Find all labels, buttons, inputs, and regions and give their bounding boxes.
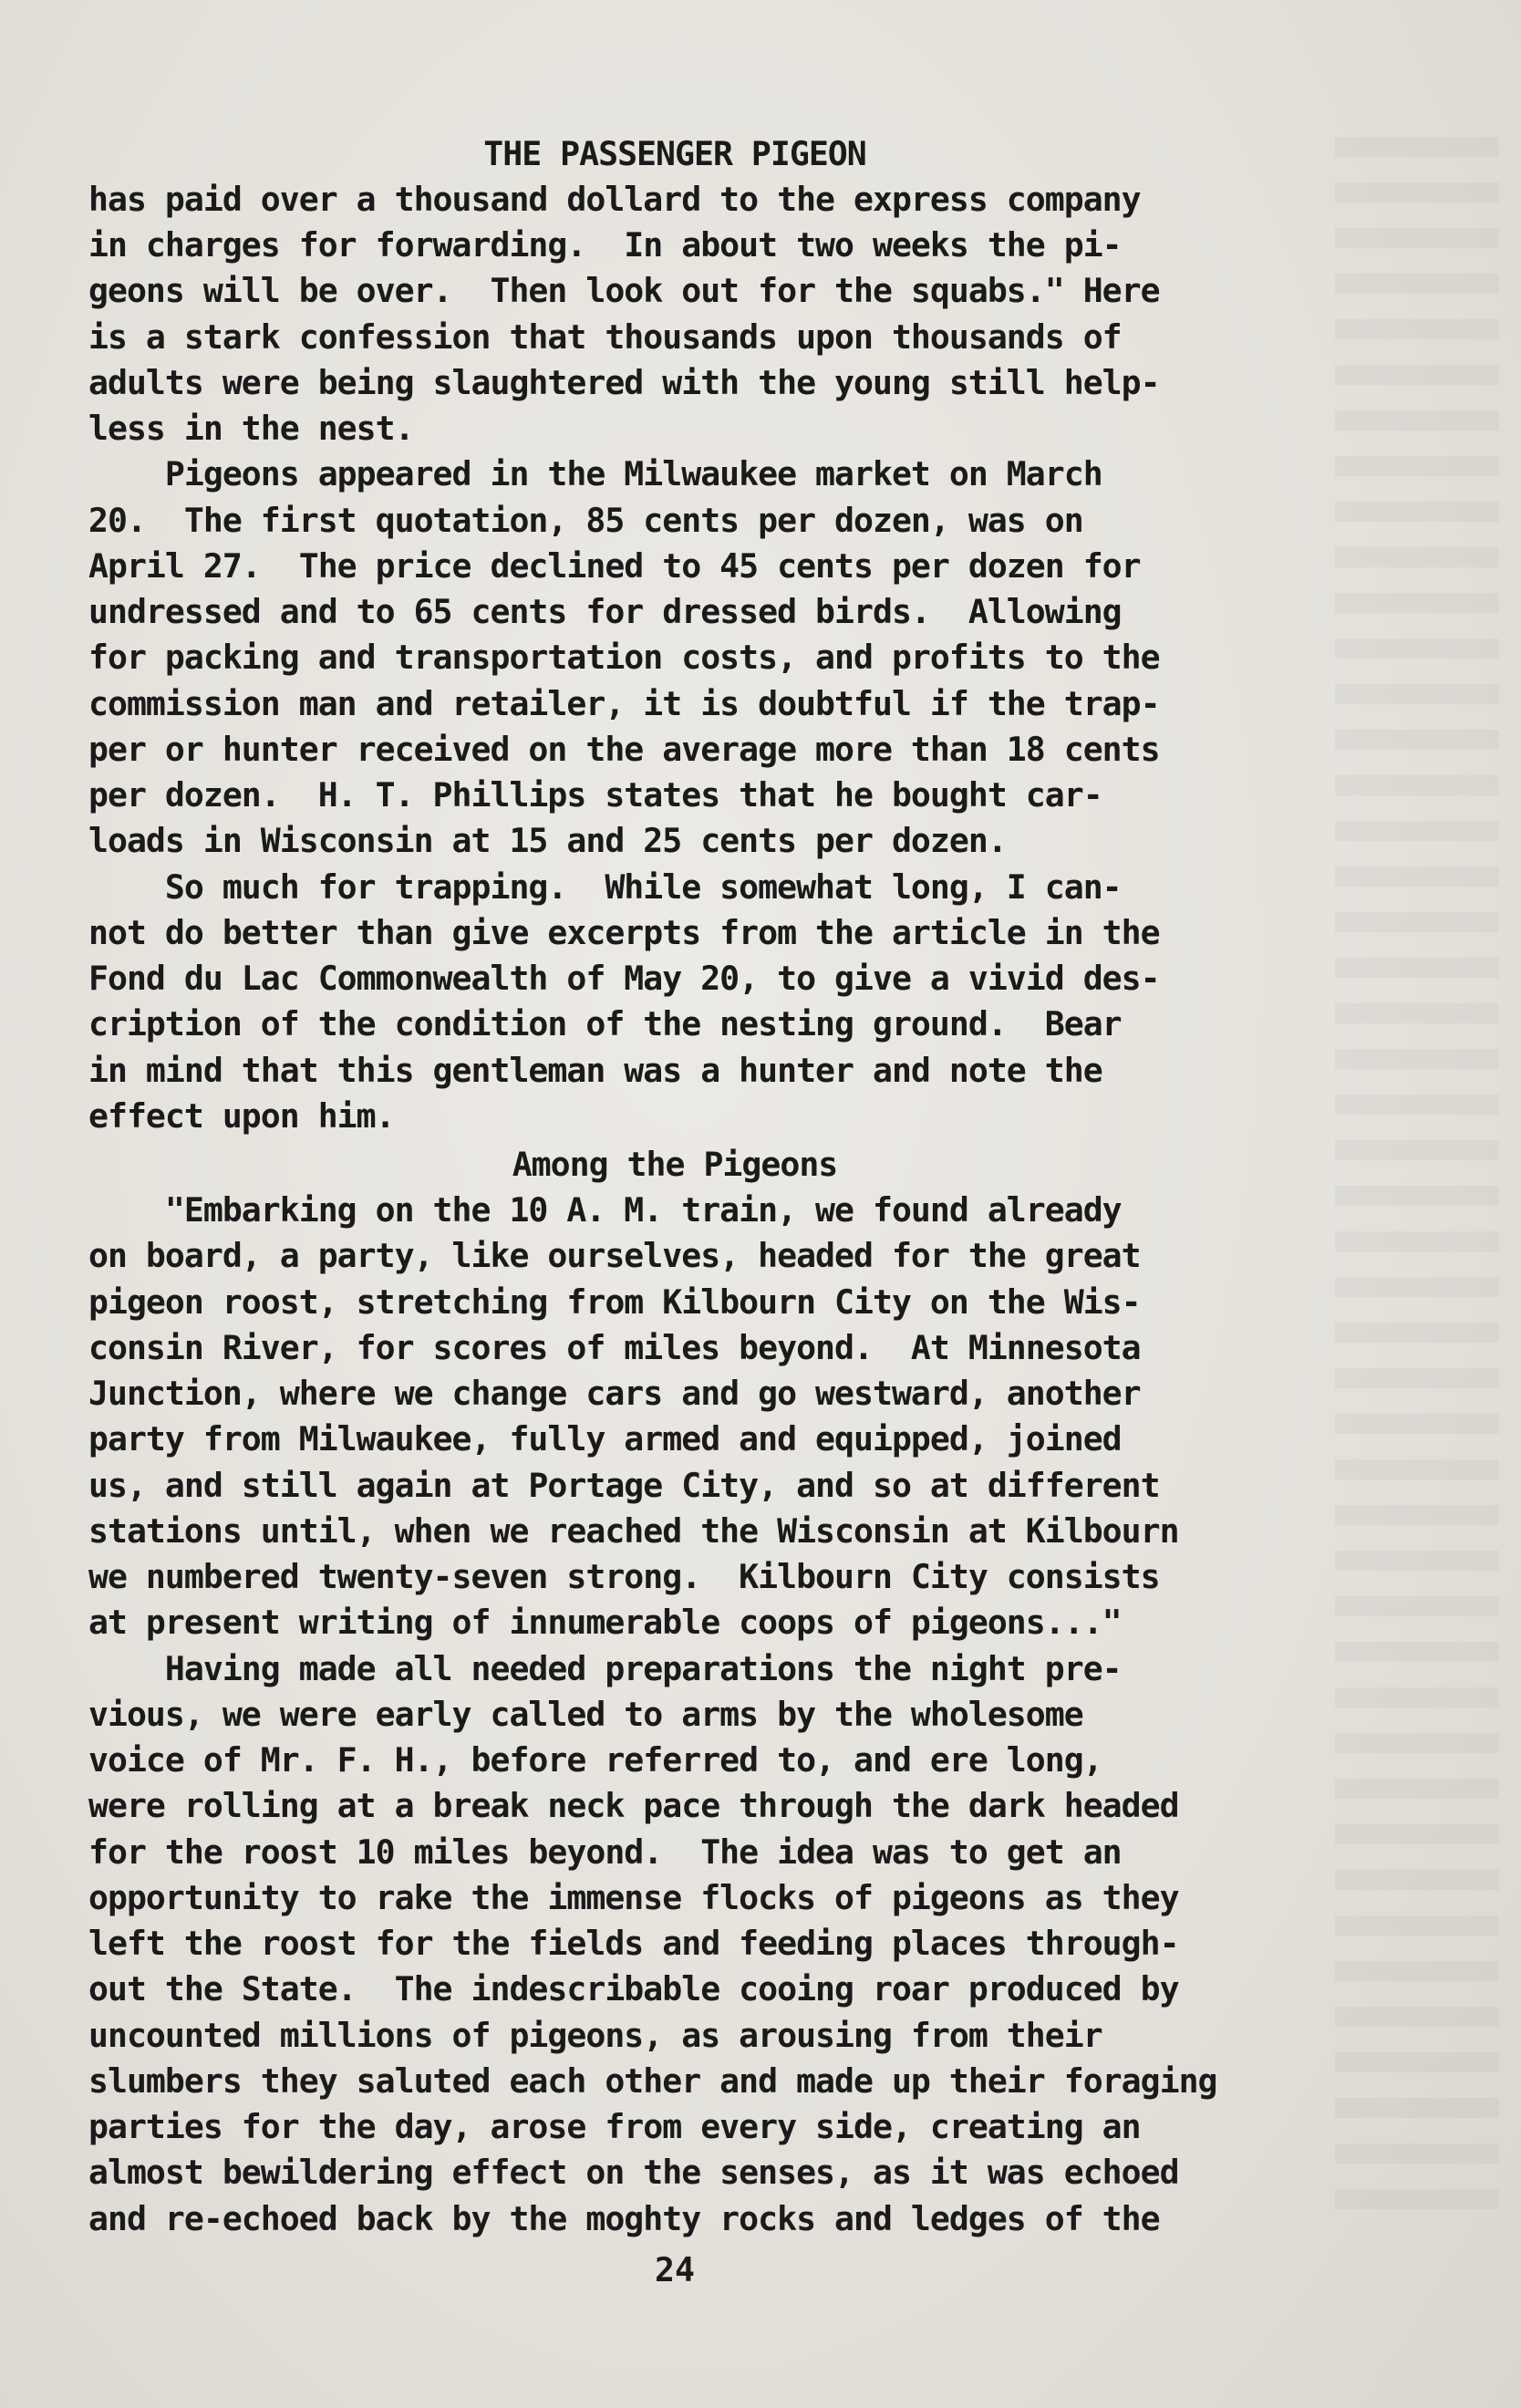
page-number: 24 [655, 2250, 695, 2289]
text-line: opportunity to rake the immense flocks of pigeons as they [88, 1878, 1179, 1917]
text-line: cription of the condition of the nesting ground. Bear [88, 1004, 1122, 1043]
text-line: stations until, when we reached the Wisconsin at Kilbourn [88, 1511, 1179, 1551]
bleed-through-texture [1335, 137, 1499, 2235]
text-line: per dozen. H. T. Phillips states that he bought car- [88, 775, 1102, 815]
text-line: "Embarking on the 10 A. M. train, we found already [88, 1190, 1122, 1230]
text-line: pigeon roost, stretching from Kilbourn City on the Wis- [88, 1282, 1141, 1322]
text-line: we numbered twenty-seven strong. Kilbourn City consists [88, 1557, 1160, 1596]
text-line: Fond du Lac Commonwealth of May 20, to give a vivid des- [88, 959, 1160, 998]
text-line: effect upon him. [88, 1096, 395, 1136]
running-title: THE PASSENGER PIGEON [483, 134, 866, 173]
text-line: April 27. The price declined to 45 cents per dozen for [88, 546, 1141, 586]
text-line: parties for the day, arose from every side, creating an [88, 2107, 1141, 2146]
section-heading: Among the Pigeons [512, 1145, 838, 1184]
text-line: on board, a party, like ourselves, headed for the great [88, 1236, 1141, 1275]
text-line: not do better than give excerpts from the article in the [88, 913, 1160, 952]
text-line: left the roost for the fields and feeding places through- [88, 1924, 1179, 1963]
text-line: party from Milwaukee, fully armed and equipped, joined [88, 1419, 1122, 1458]
text-line: in charges for forwarding. In about two weeks the pi- [88, 225, 1122, 265]
text-line: adults were being slaughtered with the young still help- [88, 363, 1160, 402]
text-line: almost bewildering effect on the senses, as it was echoed [88, 2153, 1179, 2192]
text-line: less in the nest. [88, 409, 414, 448]
text-line: for packing and transportation costs, and profits to the [88, 638, 1160, 677]
text-line: for the roost 10 miles beyond. The idea was to get an [88, 1832, 1122, 1872]
text-line: undressed and to 65 cents for dressed birds. Allowing [88, 592, 1122, 631]
text-line: Junction, where we change cars and go westward, another [88, 1374, 1141, 1413]
text-line: us, and still again at Portage City, and so at different [88, 1466, 1160, 1505]
text-line: vious, we were early called to arms by the wholesome [88, 1695, 1083, 1734]
text-line: out the State. The indescribable cooing roar produced by [88, 1969, 1179, 2008]
text-line: loads in Wisconsin at 15 and 25 cents per dozen. [88, 821, 1007, 860]
text-line: in mind that this gentleman was a hunter and note the [88, 1051, 1102, 1090]
text-line: slumbers they saluted each other and made up their foraging [88, 2061, 1217, 2101]
text-line: has paid over a thousand dollard to the express company [88, 180, 1141, 219]
text-line: per or hunter received on the average more than 18 cents [88, 730, 1160, 769]
text-line: commission man and retailer, it is doubtful if the trap- [88, 684, 1160, 723]
text-line: consin River, for scores of miles beyond. At Minnesota [88, 1328, 1141, 1367]
text-line: is a stark confession that thousands upon thousands of [88, 317, 1122, 357]
text-line: Having made all needed preparations the night pre- [88, 1649, 1122, 1688]
text-line: and re-echoed back by the moghty rocks and ledges of the [88, 2199, 1160, 2238]
text-line: Pigeons appeared in the Milwaukee market on March [88, 454, 1102, 493]
text-line: uncounted millions of pigeons, as arousing from their [88, 2016, 1102, 2055]
text-line: geons will be over. Then look out for the squabs." Here [88, 271, 1160, 310]
text-line: So much for trapping. While somewhat long, I can- [88, 867, 1122, 907]
text-line: voice of Mr. F. H., before referred to, and ere long, [88, 1740, 1102, 1780]
text-line: were rolling at a break neck pace through the dark headed [88, 1786, 1179, 1825]
text-line: 20. The first quotation, 85 cents per dozen, was on [88, 501, 1083, 540]
text-line: at present writing of innumerable coops of pigeons..." [88, 1603, 1122, 1642]
